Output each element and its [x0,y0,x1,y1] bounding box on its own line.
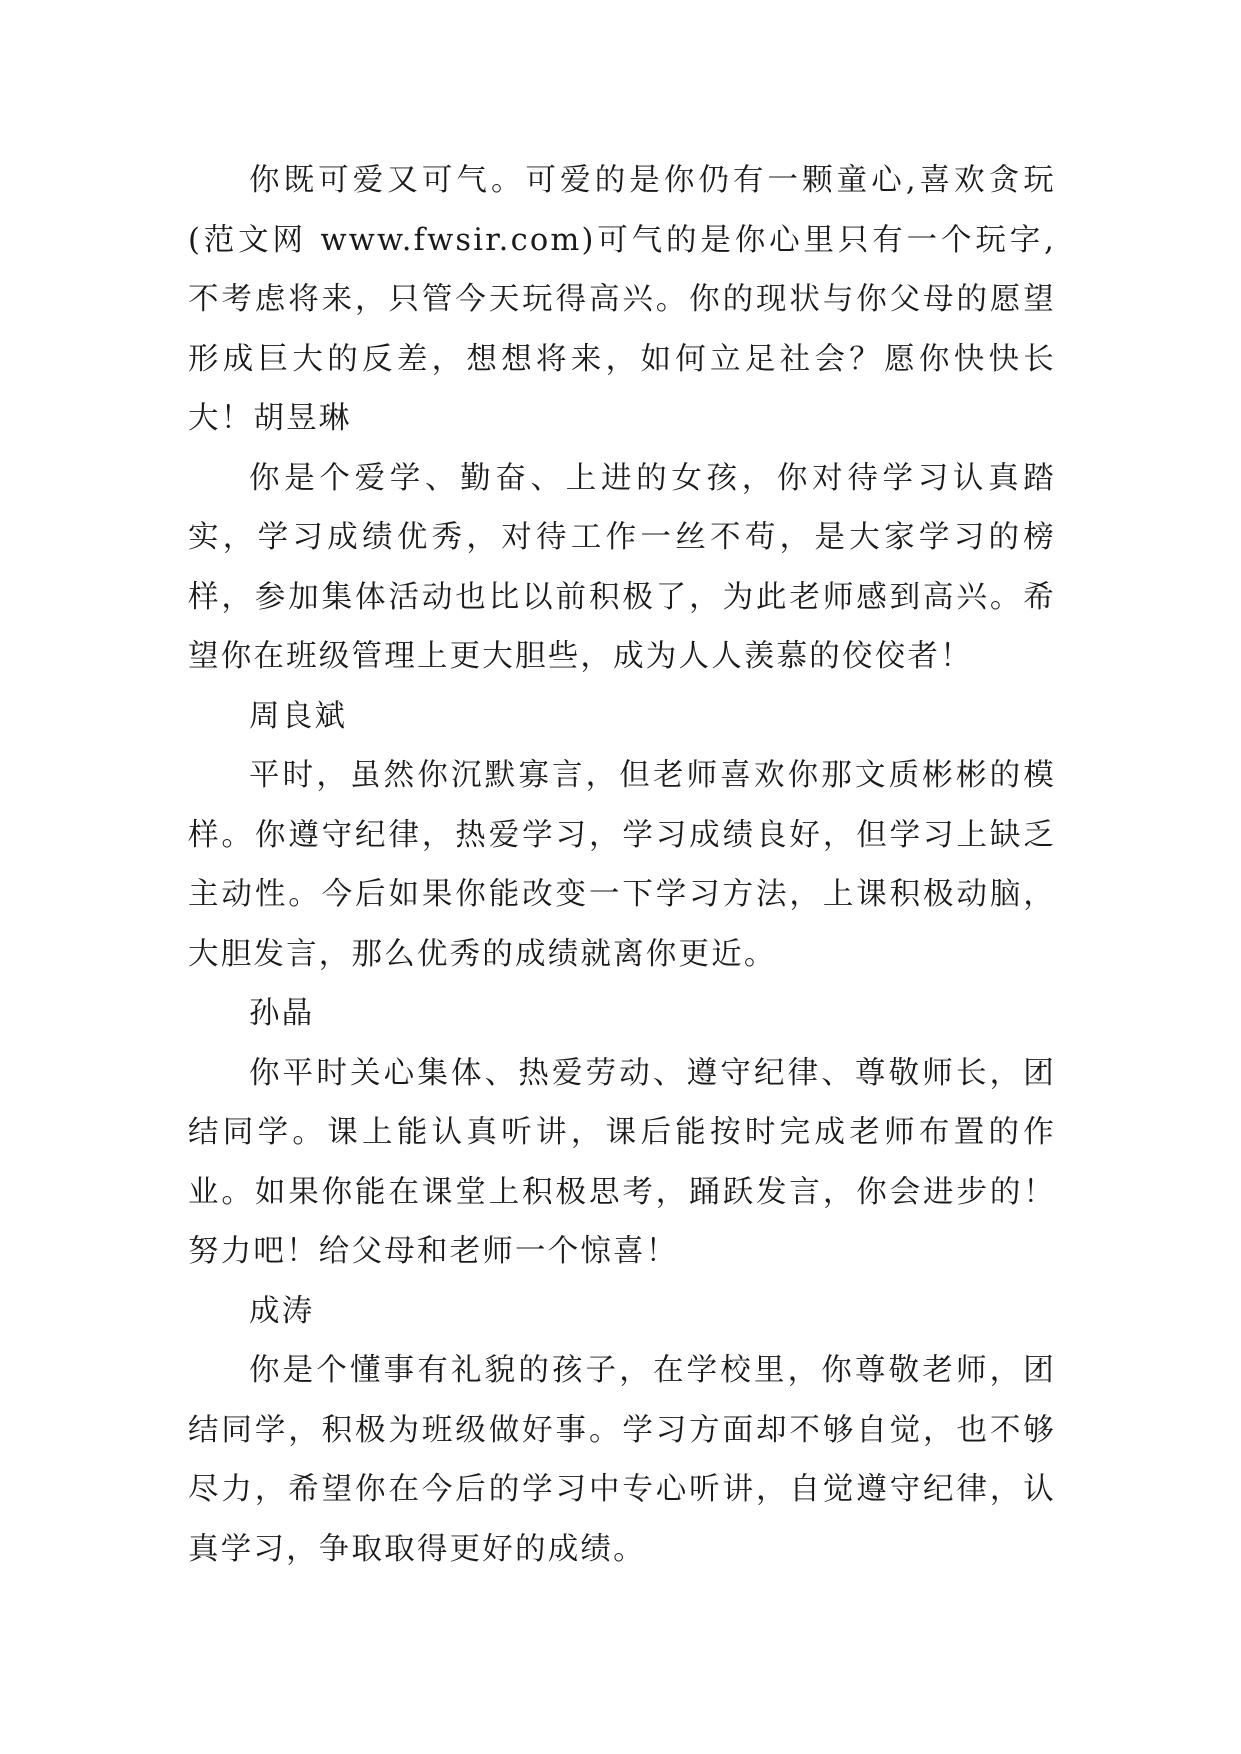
student-name: 周良斌 [249,698,348,734]
document-body [188,151,1056,1579]
paragraph-comment-5: 你是个懂事有礼貌的孩子，在学校里，你尊敬老师，团结同学，积极为班级做好事。学习方面却不够自觉，也不够尽力，希望你在今后的学习中专心听讲，自觉遵守纪律，认真学习，争取取得更好的成绩。 [188,1353,1056,1567]
paragraph-comment-3: 平时，虽然你沉默寡言，但老师喜欢你那文质彬彬的模样。你遵守纪律，热爱学习，学习成绩良好，但学习上缺乏主动性。今后如果你能改变一下学习方法，上课积极动脑，大胆发言，那么优秀的成绩就离你更近。 [188,758,1056,972]
paragraph-comment-4: 你平时关心集体、热爱劳动、遵守纪律、尊敬师长，团结同学。课上能认真听讲，课后能按时完成老师布置的作业。如果你能在课堂上积极思考，踊跃发言，你会进步的！努力吧！给父母和老师一个惊喜！ [188,1055,1056,1269]
student-name: 成涛 [249,1293,315,1329]
paragraph-comment-2: 你是个爱学、勤奋、上进的女孩，你对待学习认真踏实，学习成绩优秀，对待工作一丝不苟，是大家学习的榜样，参加集体活动也比以前积极了，为此老师感到高兴。希望你在班级管理上更大胆些，成为人人羡慕的佼佼者！ [188,460,1056,674]
paragraph-comment-1: 你既可爱又可气。可爱的是你仍有一颗童心,喜欢贪玩(范文网 www.fwsir.com)可气的是你心里只有一个玩字,不考虑将来，只管今天玩得高兴。你的现状与你父母的愿望形成巨大的反差，想想将来，如何立足社会？愿你快快长大！胡昱琳 [188,163,1056,436]
student-name: 孙晶 [249,996,315,1031]
